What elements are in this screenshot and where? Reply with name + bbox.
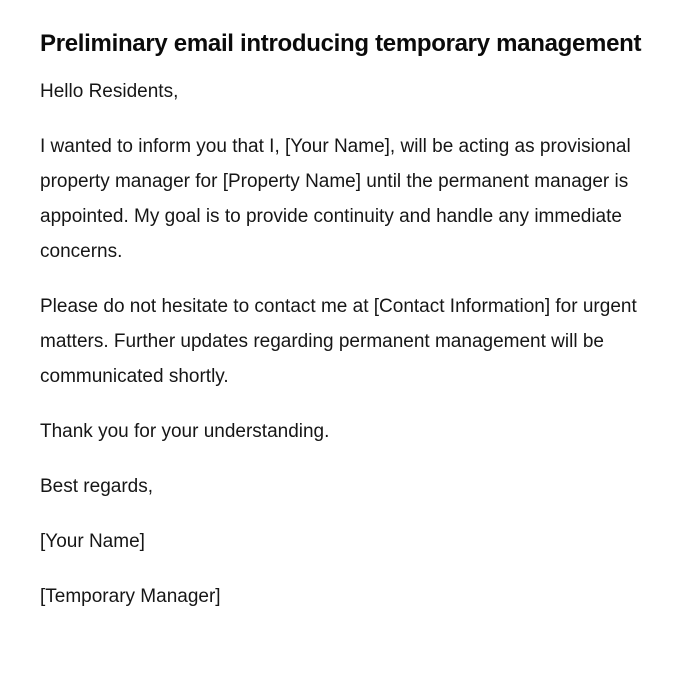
closing: Best regards, [40, 476, 153, 497]
email-document [40, 22, 660, 634]
signature-title: [Temporary Manager] [40, 586, 221, 607]
document-title: Preliminary email introducing temporary management [40, 30, 642, 57]
body-paragraph-intro: I wanted to inform you that I, [Your Name], will be acting as provisional property manager for [Property Name] until the permanent manager is appointed. My goal is to provide continuity and handle any immediate concerns. [40, 136, 631, 262]
body-paragraph-contact: Please do not hesitate to contact me at [Contact Information] for urgent matters. Further updates regarding permanent management will be communicated shortly. [40, 296, 637, 387]
greeting: Hello Residents, [40, 81, 179, 102]
body-paragraph-thanks: Thank you for your understanding. [40, 421, 330, 442]
signature-name: [Your Name] [40, 531, 145, 552]
